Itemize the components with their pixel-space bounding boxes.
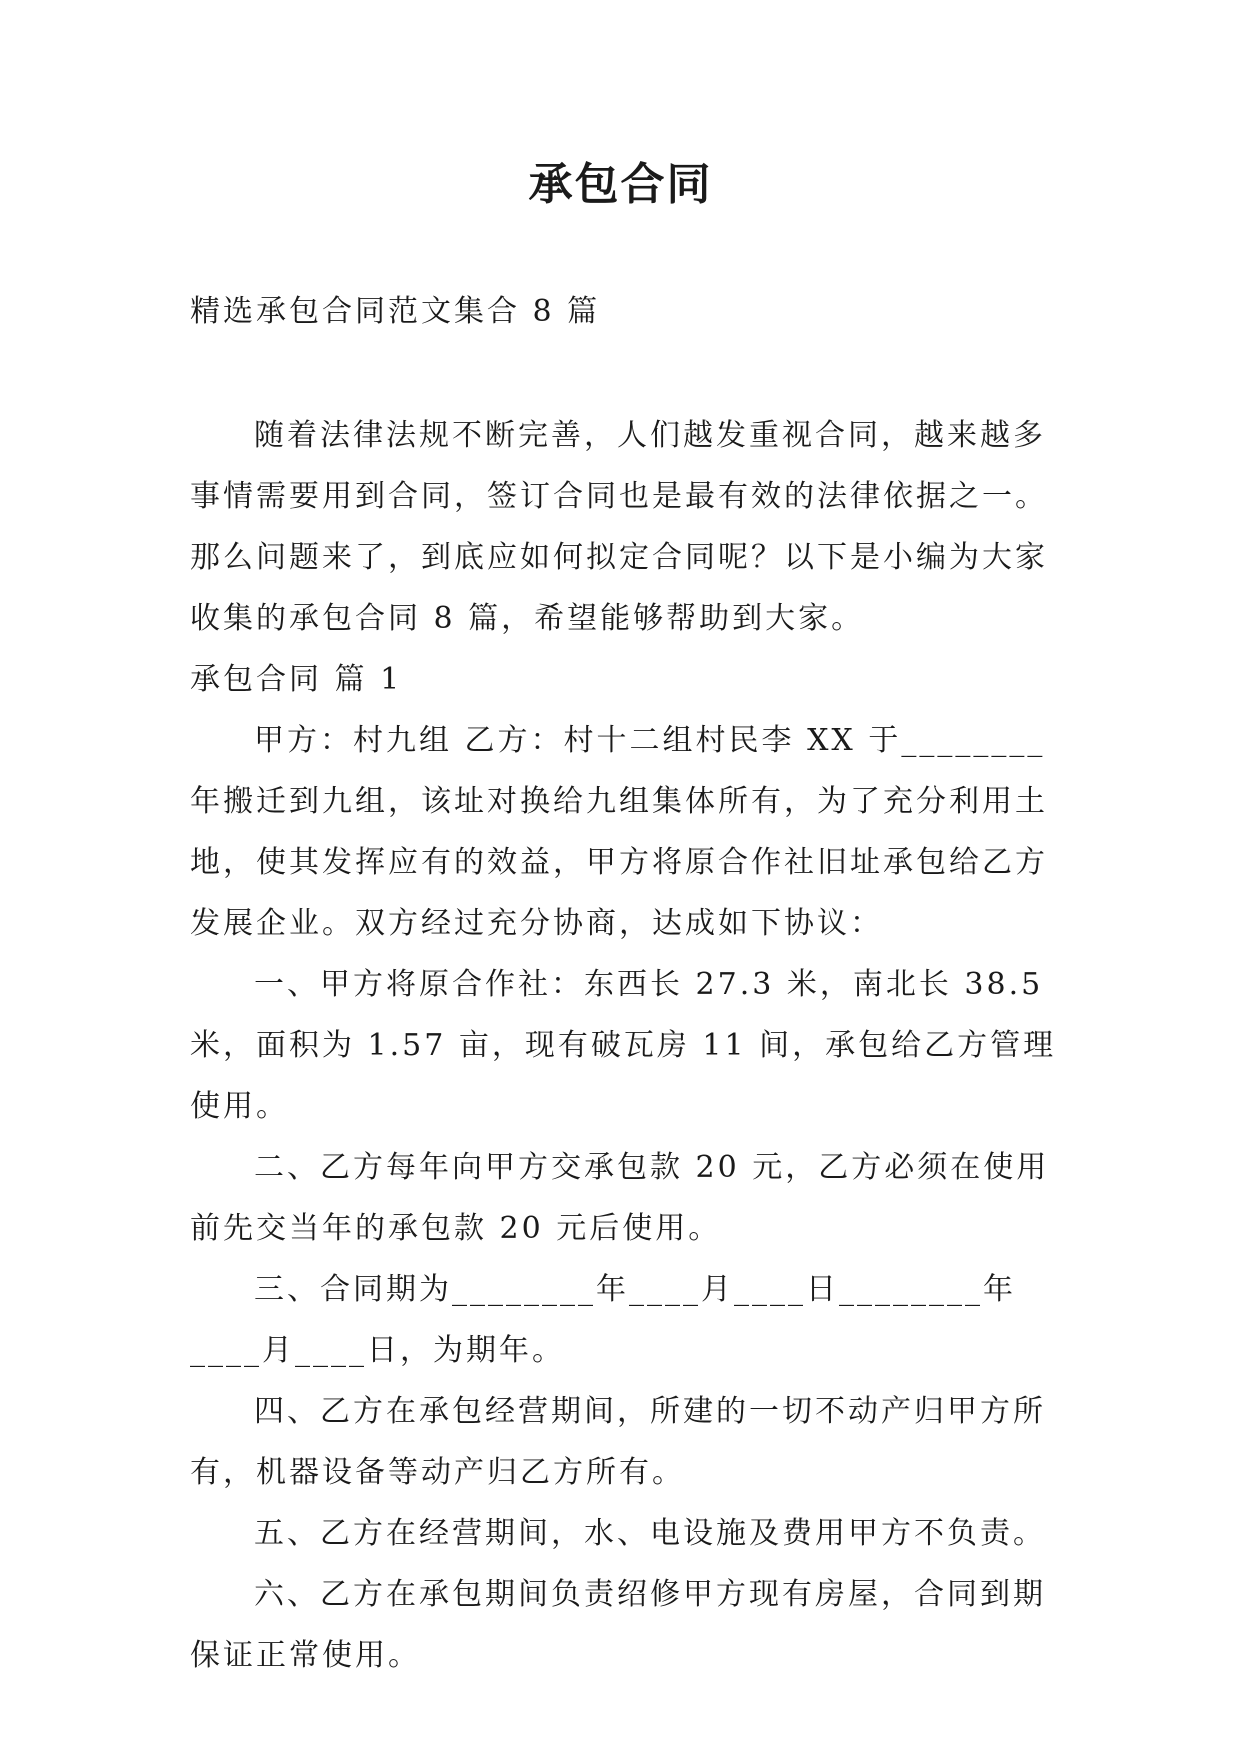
clause-paragraph: 甲方：村九组 乙方：村十二组村民李 XX 于________年搬迁到九组，该址对换给九组集体所有，为了充分利用土地，使其发挥应有的效益，甲方将原合作社旧址承包给乙方发展企业。双方经过充分协商，达成如下协议： <box>190 723 1048 941</box>
section-heading: 承包合同 篇 1 <box>190 662 403 697</box>
document-subtitle: 精选承包合同范文集合 8 篇 <box>190 294 601 329</box>
clause-paragraph: 六、乙方在承包期间负责绍修甲方现有房屋，合同到期保证正常使用。 <box>190 1577 1046 1673</box>
clause-paragraph: 一、甲方将原合作社：东西长 27.3 米，南北长 38.5 米，面积为 1.57 亩，现有破瓦房 11 间，承包给乙方管理使用。 <box>190 967 1057 1124</box>
clause-paragraph: 三、合同期为________年____月____日________年____月____日，为期年。 <box>190 1272 1016 1368</box>
document-title: 承包合同 <box>528 159 713 210</box>
document-body <box>190 405 1070 1686</box>
clause-paragraph: 四、乙方在承包经营期间，所建的一切不动产归甲方所有，机器设备等动产归乙方所有。 <box>190 1394 1046 1490</box>
clause-paragraph: 二、乙方每年向甲方交承包款 20 元，乙方必须在使用前先交当年的承包款 20 元后使用。 <box>190 1150 1050 1246</box>
intro-paragraph: 随着法律法规不断完善，人们越发重视合同，越来越多事情需要用到合同，签订合同也是最有效的法律依据之一。那么问题来了，到底应如何拟定合同呢？以下是小编为大家收集的承包合同 8 篇，希望能够帮助到大家。 <box>190 418 1048 636</box>
clause-paragraph: 五、乙方在经营期间，水、电设施及费用甲方不负责。 <box>254 1516 1046 1551</box>
